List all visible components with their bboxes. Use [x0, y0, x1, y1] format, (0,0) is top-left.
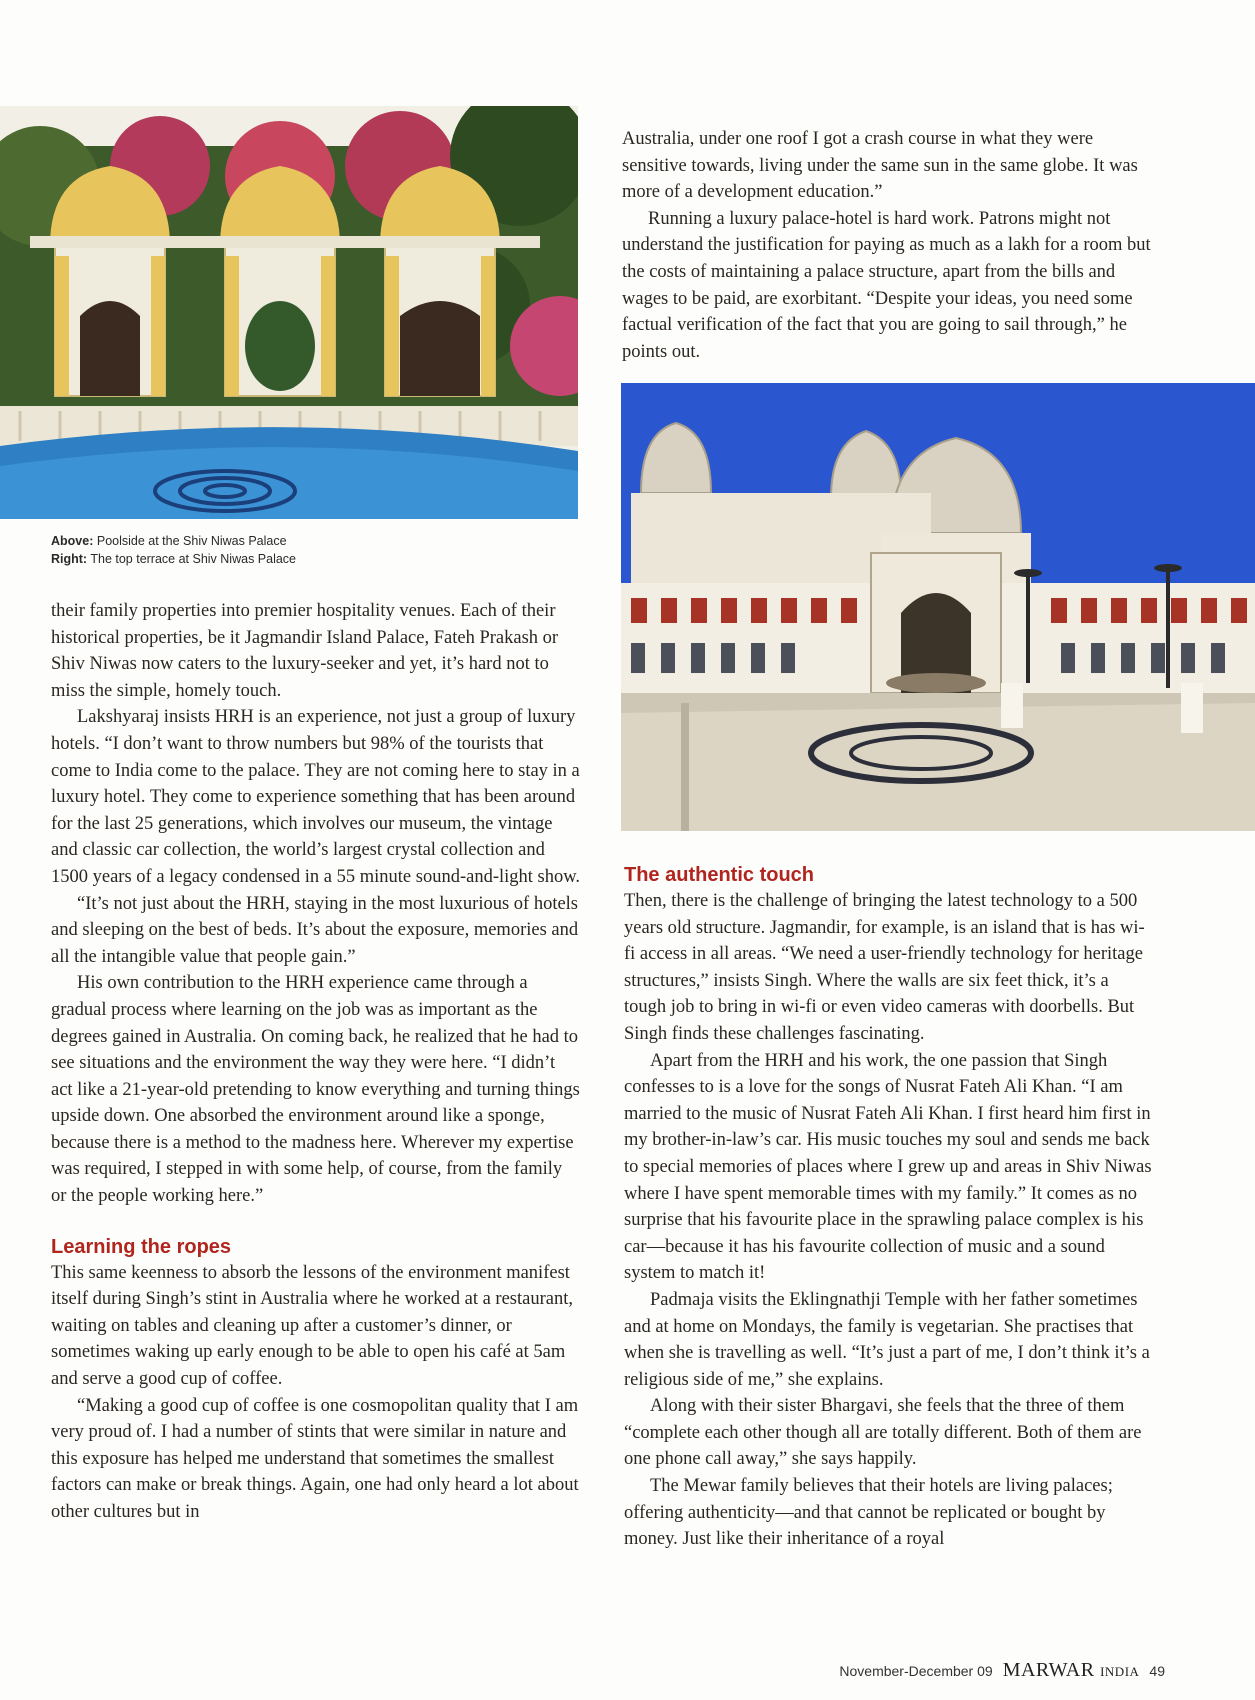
section-heading-learning-the-ropes: Learning the ropes — [51, 1235, 232, 1258]
paragraph: This same keenness to absorb the lessons of the environment manifest itself during Singh’s stint in Australia where he worked at a restaurant, waiting on tables and cleaning up after a customer’s dinner, or sometimes waking up early enough to be able to open his café at 5am and serve a good cup of coffee. — [51, 1262, 573, 1390]
magazine-name: MARWAR INDIA — [1002, 1659, 1140, 1681]
photo-terrace-shiv-niwas — [621, 383, 1255, 831]
paragraph: His own contribution to the HRH experience came through a gradual process where learning on the job was as important as the degrees gained in Australia. On coming back, he realized that he had to see situations and the environment the way they were here. “I didn’t act like a 21-year-old pretending to know everything and turning things upside down. One absorbed the environment around like a sponge, because there is a method to the madness here. Wherever my expertise was required, I stepped in with some help, of course, from the family or the people working here.” — [51, 973, 580, 1207]
paragraph: The Mewar family believes that their hotels are living palaces; offering authenticity—and that cannot be replicated or bought by money. Just like their inheritance of a royal — [624, 1476, 1113, 1550]
paragraph: Apart from the HRH and his work, the one passion that Singh confesses to is a love for the songs of Nusrat Fateh Ali Khan. “I am married to the music of Nusrat Fateh Ali Khan. I first heard him first in my brother-in-law’s car. His music touches my soul and sends me back to special memories of places where I grew up and areas in Shiv Niwas where I have spent memorable times with my family.” It comes as no surprise that his favourite place in the sprawling palace complex is his car—because it has his favourite collection of music and a sound system to match it! — [624, 1050, 1152, 1284]
caption-above: Above: Poolside at the Shiv Niwas Palace — [51, 534, 287, 548]
paragraph: “Making a good cup of coffee is one cosmopolitan quality that I am very proud of. I had a number of stints that were similar in nature and this exposure has helped me understand that sometimes the smallest factors can make or break things. Again, one had only heard a lot about other cultures but in — [51, 1395, 579, 1522]
paragraph: “It’s not just about the HRH, staying in the most luxurious of hotels and sleeping on the best of beds. It’s about the exposure, memories and all the intangible value that people gain.” — [51, 893, 579, 967]
paragraph: Then, there is the challenge of bringing the latest technology to a 500 years old structure. Jagmandir, for example, is an island that is has wi-fi access in all areas. “We need a user-friendly technology for heritage structures,” insists Singh. Where the walls are six feet thick, it’s a tough job to bring in wi-fi or even video cameras with doorbells. But Singh finds these challenges fascinating. — [624, 891, 1145, 1044]
page-footer — [839, 1659, 1165, 1682]
page-number: 49 — [1149, 1663, 1165, 1679]
paragraph: Along with their sister Bhargavi, she feels that the three of them “complete each other though all are totally different. Both of them are one phone call away,” she says happily. — [624, 1396, 1142, 1470]
caption-right: Right: The top terrace at Shiv Niwas Palace — [51, 552, 297, 566]
paragraph: Padmaja visits the Eklingnathji Temple with her father sometimes and at home on Mondays, the family is vegetarian. She practises that when she is travelling as well. “It’s just a part of me, I don’t think it’s a religious side of me,” she explains. — [624, 1289, 1150, 1390]
paragraph: Australia, under one roof I got a crash course in what they were sensitive towards, living under the same sun in the same globe. It was more of a development education.” — [622, 129, 1138, 203]
paragraph: their family properties into premier hospitality venues. Each of their historical properties, be it Jagmandir Island Palace, Fateh Prakash or Shiv Niwas now caters to the luxury-seeker and yet, it’s hard not to miss the simple, homely touch. — [51, 601, 559, 701]
paragraph: Running a luxury palace-hotel is hard work. Patrons might not understand the justification for paying as much as a lakh for a room but the costs of maintaining a palace structure, apart from the bills and wages to be paid, are exorbitant. “Despite your ideas, you need some factual verification of the fact that you are going to sail through,” he points out. — [622, 208, 1151, 362]
section-heading-the-authentic-touch: The authentic touch — [624, 864, 814, 886]
article-column-right-bottom — [624, 862, 1154, 1553]
issue-date: November-December 09 — [839, 1663, 993, 1679]
photo-captions — [51, 532, 296, 568]
photo-poolside-shiv-niwas — [0, 106, 578, 519]
article-column-left — [51, 598, 581, 1526]
article-column-right-top — [622, 126, 1157, 365]
paragraph: Lakshyaraj insists HRH is an experience, not just a group of luxury hotels. “I don’t want to throw numbers but 98% of the tourists that come to India come to the palace. They are not coming here to stay in a luxury hotel. They come to experience something that has been around for the last 25 generations, which involves our museum, the vintage and classic car collection, the world’s largest crystal collection and 1500 years of a legacy condensed in a 55 minute sound-and-light show. — [51, 707, 581, 887]
